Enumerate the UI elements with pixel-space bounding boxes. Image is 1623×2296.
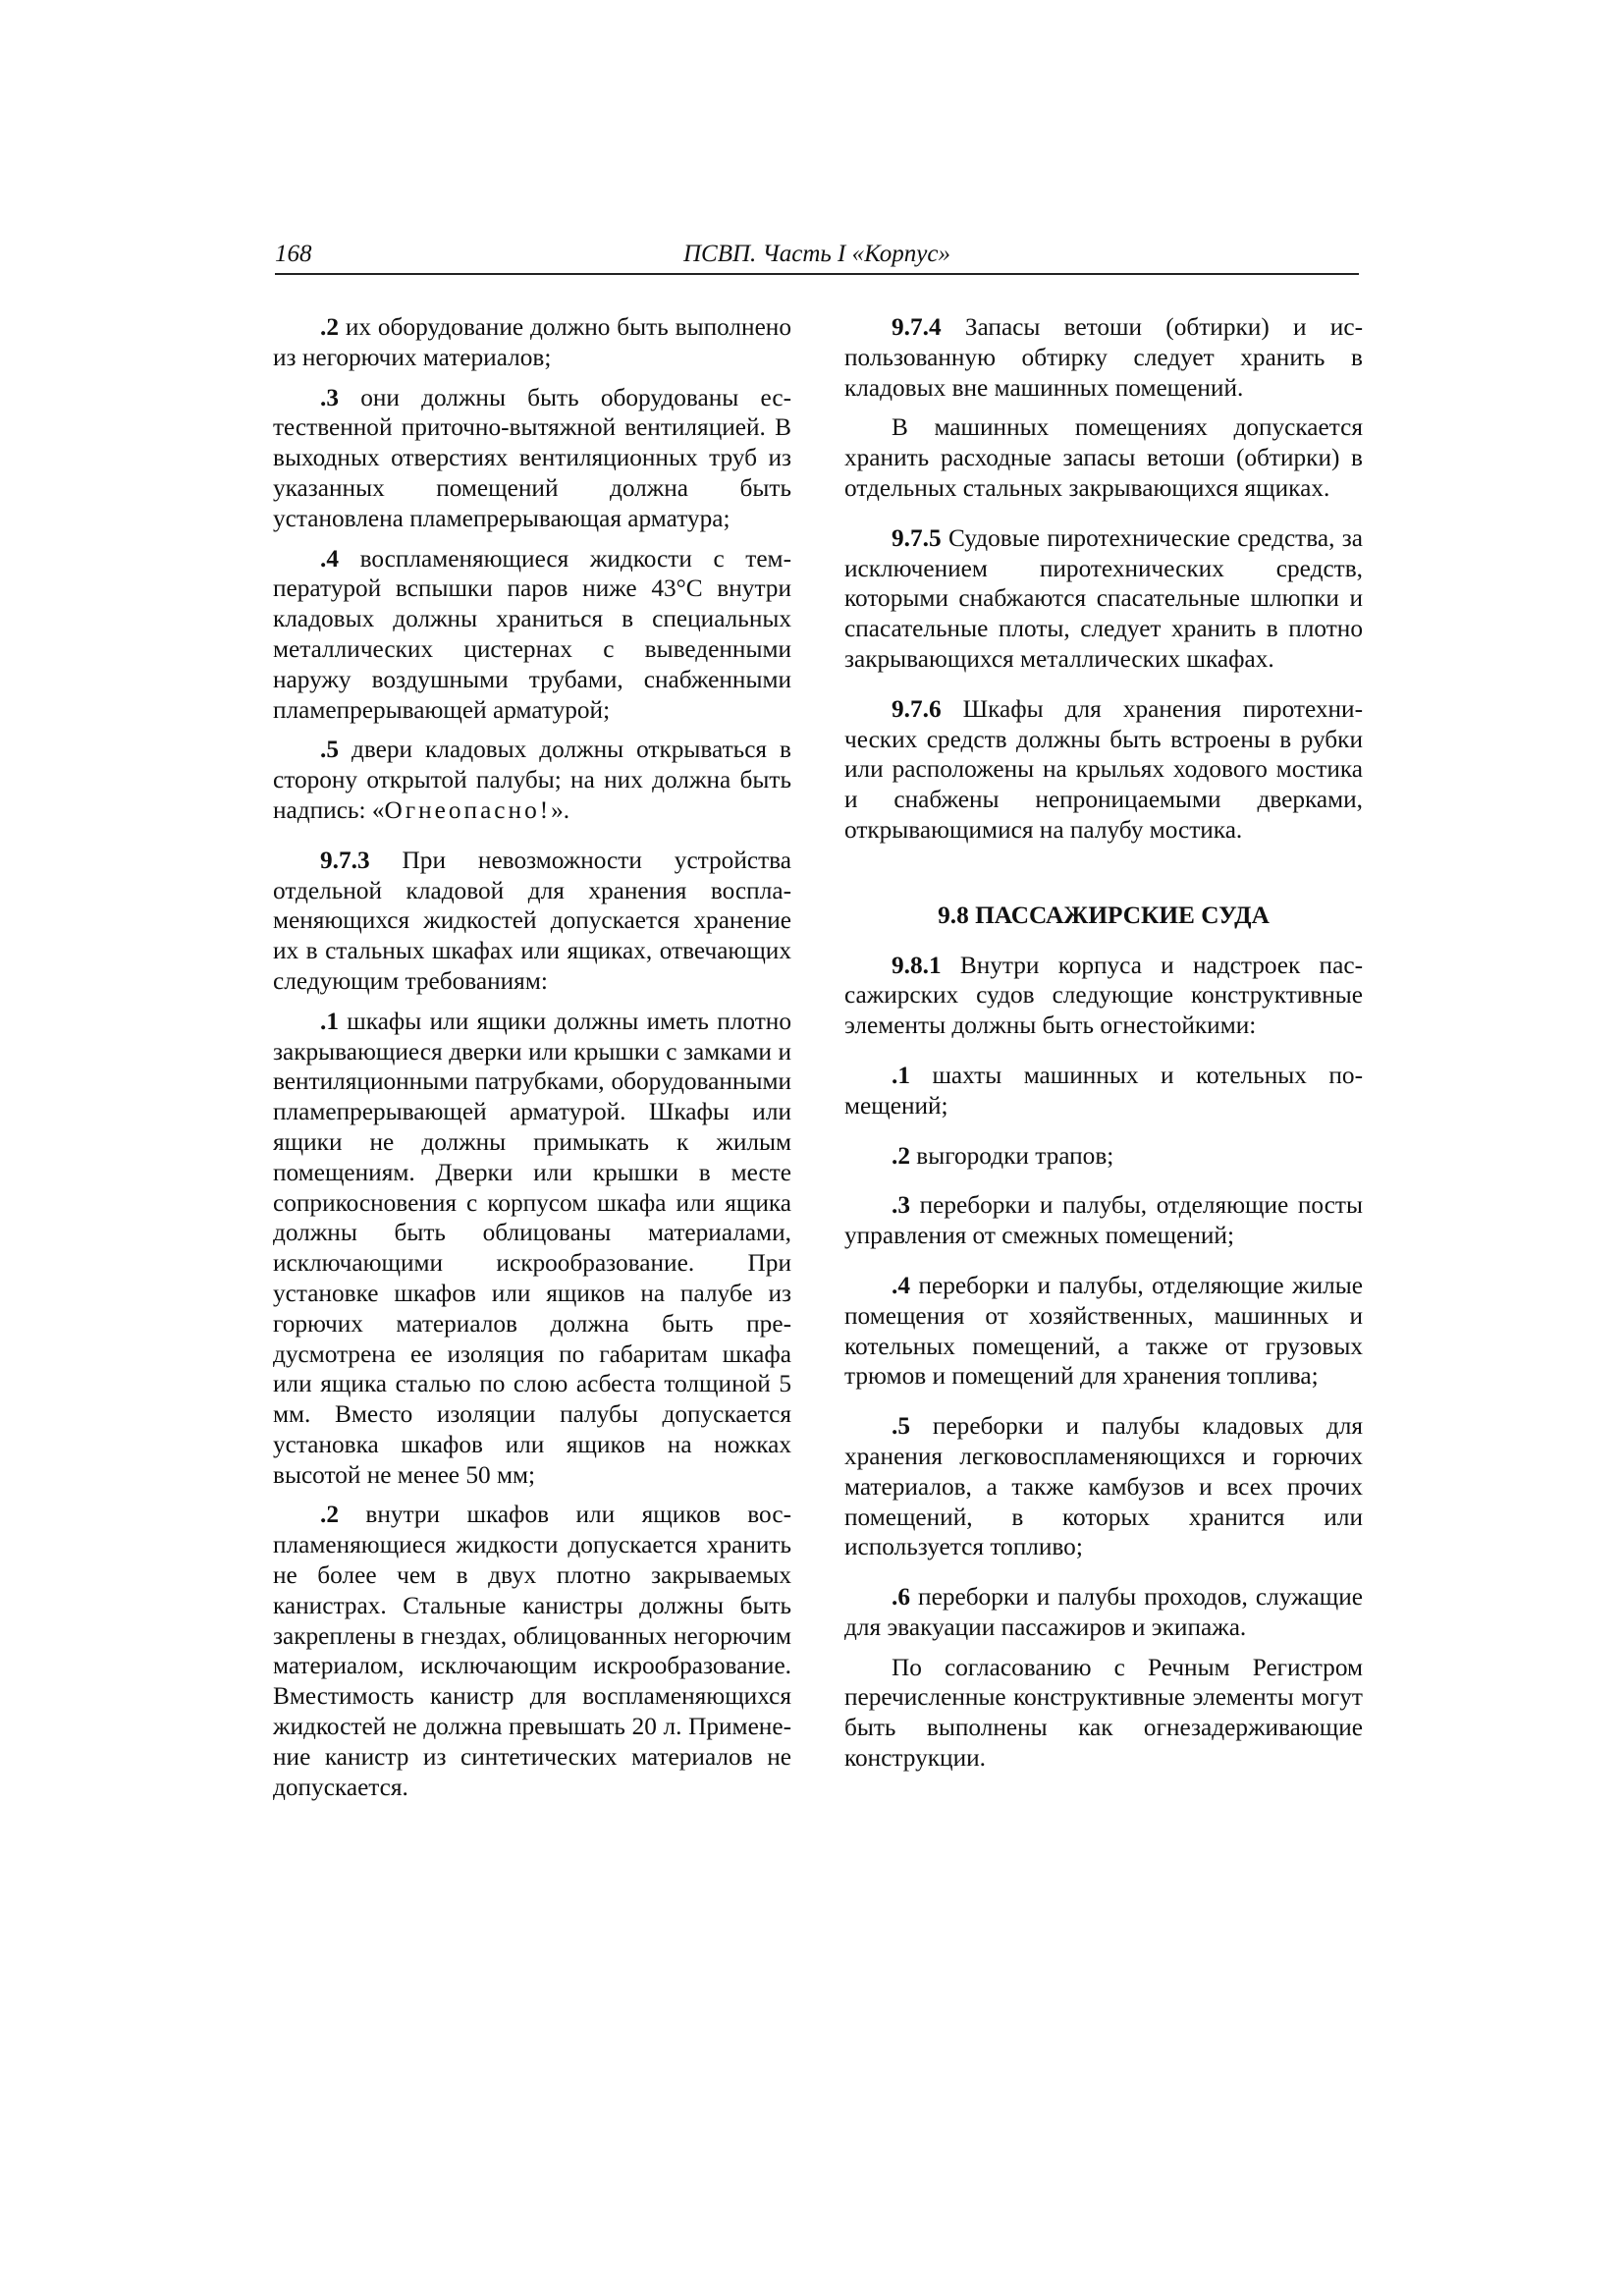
section-text: Судовые пиротехнические средства, за исключением пиротехнических средств, которыми снабжаются спасательные шлюпки и спасательные плоты, следует хранить в плотно закрывающихся металлических шкафах. xyxy=(844,523,1363,673)
clause-1 xyxy=(273,1007,791,1491)
section-number: 9.8.1 xyxy=(892,951,942,979)
section-text: При невозможности устройства отдельной кладовой для хранения воспламеняющихся жидкостей допускается хранение их в стальных шкафах или ящиках, отвечающих следующим требованиям: xyxy=(273,846,791,995)
item-4 xyxy=(844,1271,1363,1392)
item-1 xyxy=(844,1061,1363,1121)
clause-number: .2 xyxy=(320,313,339,341)
item-text: переборки и палубы кладовых для хранения легковоспламеняющихся и горючих материалов, а также камбузов и всех прочих помещений, в которых хранится или используется топливо; xyxy=(844,1412,1363,1561)
clause-number: .1 xyxy=(320,1007,339,1035)
clause-text: шкафы или ящики должны иметь плотно закрывающиеся дверки или крышки с замками и вентиляционными патрубками, оборудованными пламепрерывающей арматурой. Шкафы или ящики не должны примыкать к жилым помещениям. Дверки или крышки в месте соприкосновения с корпусом шкафа или ящика должны быть облицованы материалами, исключающими искрообразование. При установке шкафов или ящиков на палубе из горючих материалов должна быть предусмотрена ее изоляция по габаритам шкафа или ящика сталью по слою асбеста толщиной 5 мм. Вместо изоляции палубы допускается установка шкафов или ящиков на ножках высотой не менее 50 мм; xyxy=(273,1007,791,1489)
clause-text: их оборудование должно быть выполнено из негорючих материалов; xyxy=(273,313,791,371)
section-heading-9-8: 9.8 ПАССАЖИРСКИЕ СУДА xyxy=(938,901,1270,929)
item-text: переборки и палубы, отделяющие жилые помещения от хозяйственных, машинных и котельных помещений, а также от грузовых трюмов и помещений для хранения топлива; xyxy=(844,1271,1363,1391)
clause-2b xyxy=(273,1500,791,1802)
item-6 xyxy=(844,1582,1363,1643)
section-number: 9.7.3 xyxy=(320,846,370,874)
section-text: Шкафы для хранения пиротехнических средств должны быть встроены в рубки или расположены на крыльях ходового мостика и снабжены непроницаемыми дверками, открывающимися на палубу мостика. xyxy=(844,694,1363,844)
item-number: .3 xyxy=(892,1191,910,1220)
clause-text-tail: ». xyxy=(551,795,570,824)
item-2 xyxy=(844,1141,1363,1172)
section-9-7-5 xyxy=(844,523,1363,675)
item-number: .5 xyxy=(892,1412,910,1441)
paragraph-text: В машинных помещениях допускается хранить расходные запасы ветоши (обтирки) в отдельных стальных закрывающихся ящиках. xyxy=(844,413,1363,502)
warning-inscription: Огнеопасно! xyxy=(384,795,552,824)
item-text: переборки и палубы, отделяющие посты управления от смежных помещений; xyxy=(844,1191,1363,1250)
clause-text: воспламеняющиеся жидкости с температурой вспышки паров ниже 43°С внутри кладовых должны храниться в специальных металлических цистернах с выведенными наружу воздушными трубами, снабженными пламепрерывающей арматурой; xyxy=(273,544,791,724)
section-9-7-3 xyxy=(273,846,791,997)
item-5 xyxy=(844,1411,1363,1562)
right-column xyxy=(844,312,1363,1783)
section-9-8-1 xyxy=(844,951,1363,1041)
clause-3 xyxy=(273,383,791,534)
item-text: переборки и палубы проходов, служащие для эвакуации пассажиров и экипажа. xyxy=(844,1583,1363,1641)
item-3 xyxy=(844,1190,1363,1251)
item-text: выгородки трапов; xyxy=(909,1141,1114,1170)
clause-number: .4 xyxy=(320,544,339,573)
item-number: .6 xyxy=(892,1583,910,1612)
paragraph-text: По согласованию с Речным Регистром перечисленные конструктивные элементы могут быть выполнены как огнезадерживающие конструкции. xyxy=(844,1653,1363,1773)
clause-text: внутри шкафов или ящиков воспламеняющиеся жидкости допускается хранить не более чем в двух плотно закрываемых канистрах. Стальные канистры должны быть закреплены в гнездах, облицованных негорючим материалом, исключающим искрообразование. Вместимость канистр для воспламеняющихся жидкостей не должна превышать 20 л. Применение канистр из синтетических материалов не допускается. xyxy=(273,1501,791,1801)
section-number: 9.7.6 xyxy=(892,694,942,723)
page-number: 168 xyxy=(275,241,312,267)
clause-number: .3 xyxy=(320,383,339,411)
clause-2 xyxy=(273,312,791,373)
running-title: ПСВП. Часть I «Корпус» xyxy=(683,241,950,267)
left-column xyxy=(273,312,791,1812)
clause-number: .2 xyxy=(320,1501,339,1529)
clause-4 xyxy=(273,544,791,726)
section-number: 9.7.4 xyxy=(892,313,942,341)
item-number: .2 xyxy=(892,1141,910,1170)
page-header xyxy=(275,240,1359,275)
section-9-7-6 xyxy=(844,694,1363,846)
clause-text: они должны быть оборудованы естественной приточно-вытяжной вентиляцией. В выходных отверстиях вентиляционных труб из указанных помещений должна быть установлена пламепрерывающая арматура; xyxy=(273,383,791,532)
section-text: Внутри корпуса и надстроек пассажирских судов следующие конструктивные элементы должны быть огнестойкими: xyxy=(844,951,1363,1040)
clause-text: двери кладовых должны открываться в сторону открытой палубы; на них должна быть надпись: « xyxy=(273,736,791,824)
item-number: .1 xyxy=(892,1061,910,1089)
paragraph-register xyxy=(844,1653,1363,1774)
section-number: 9.7.5 xyxy=(892,523,942,552)
clause-number: .5 xyxy=(320,736,339,764)
paragraph-rags xyxy=(844,412,1363,503)
item-number: .4 xyxy=(892,1271,910,1299)
item-text: шахты машинных и котельных помещений; xyxy=(844,1061,1363,1120)
section-text: Запасы ветоши (обтирки) и использованную обтирку следует хранить в кладовых вне машинных помещений. xyxy=(844,313,1363,402)
section-9-7-4 xyxy=(844,312,1363,403)
clause-5 xyxy=(273,735,791,825)
